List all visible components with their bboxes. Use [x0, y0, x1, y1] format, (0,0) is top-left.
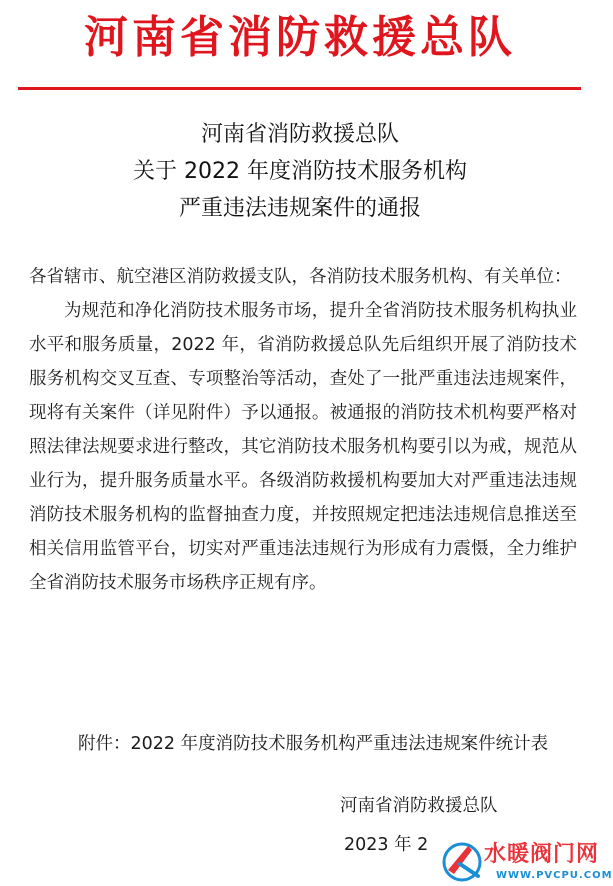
watermark-url: WWW.PVCPU.COM [496, 870, 613, 881]
body-paragraph: 为规范和净化消防技术服务市场，提升全省消防技术服务机构执业水平和服务质量，2022 年，省消防救援总队先后组织开展了消防技术服务机构交叉互查、专项整治等活动，查处了一批严重违法违规案件，现将有关案件（详见附件）予以通报。被通报的消防技术机构要严格对照法律法规要求进行整改，其它消防技术服务机构要引以为戒，规范从业行为，提升服务质量水平。各级消防救援机构要加大对严重违法违规消防技术服务机构的监督抽查力度，并按照规定把违法违规信息推送至相关信用监管平台，切实对严重违法违规行为形成有力震慑，全力维护全省消防技术服务市场秩序正规有序。 [29, 301, 577, 593]
masthead-divider [18, 87, 581, 90]
signature-org: 河南省消防救援总队 [340, 796, 498, 816]
title-line-3: 严重违法违规案件的通报 [178, 196, 421, 221]
title-line-1: 河南省消防救援总队 [200, 122, 399, 147]
document-title [0, 116, 600, 227]
site-watermark [438, 838, 613, 886]
document-body [29, 260, 577, 600]
title-line-2: 关于 2022 年度消防技术服务机构 [133, 159, 467, 184]
attachment-note: 附件：2022 年度消防技术服务机构严重违法违规案件统计表 [78, 734, 549, 754]
masthead-title: 河南省消防救援总队 [84, 12, 516, 63]
valve-logo-icon [438, 840, 486, 884]
watermark-name: 水暖阀门网 [484, 842, 600, 867]
salutation: 各省辖市、航空港区消防救援支队，各消防技术服务机构、有关单位： [29, 267, 572, 287]
signature-date: 2023 年 2 [344, 835, 429, 855]
